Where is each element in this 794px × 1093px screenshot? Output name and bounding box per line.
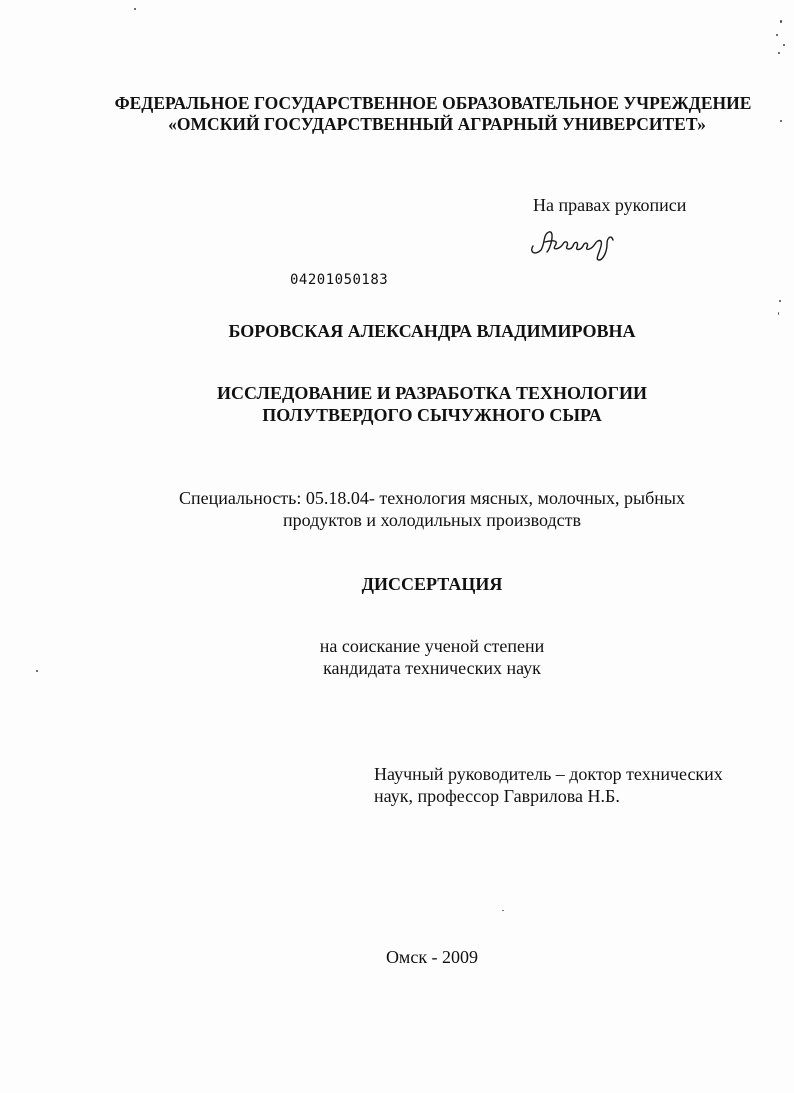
scan-speck: [134, 8, 136, 10]
scan-speck: [779, 300, 781, 302]
scan-speck: [778, 52, 780, 54]
specialty-line-1: Специальность: 05.18.04- технология мясных, молочных, рыбных: [179, 488, 685, 508]
institution-line-1: ФЕДЕРАЛЬНОЕ ГОСУДАРСТВЕННОЕ ОБРАЗОВАТЕЛЬНОЕ УЧРЕЖДЕНИЕ: [114, 93, 752, 113]
place-and-year: Омск - 2009: [385, 947, 479, 967]
degree-line-2: кандидата технических наук: [323, 658, 541, 678]
scan-speck: [780, 20, 782, 23]
title-line-2: ПОЛУТВЕРДОГО СЫЧУЖНОГО СЫРА: [262, 405, 602, 425]
scan-speck: [780, 120, 782, 122]
rights-note: На правах рукописи: [533, 195, 687, 215]
scan-speck: [36, 670, 38, 672]
scan-speck: [776, 34, 778, 36]
handwritten-signature: [525, 222, 625, 262]
inventory-number: 04201050183: [290, 272, 389, 288]
scan-speck: [783, 44, 785, 46]
scan-speck: [502, 910, 504, 911]
institution-line-2: «ОМСКИЙ ГОСУДАРСТВЕННЫЙ АГРАРНЫЙ УНИВЕРСИТЕТ»: [168, 114, 706, 134]
title-line-1: ИССЛЕДОВАНИЕ И РАЗРАБОТКА ТЕХНОЛОГИИ: [217, 383, 647, 403]
supervisor-line-2: наук, профессор Гаврилова Н.Б.: [374, 786, 620, 806]
degree-line-1: на соискание ученой степени: [319, 636, 545, 656]
scan-speck: [778, 312, 779, 315]
supervisor-line-1: Научный руководитель – доктор технических: [374, 764, 723, 784]
document-type: ДИССЕРТАЦИЯ: [361, 574, 503, 594]
specialty-line-2: продуктов и холодильных производств: [282, 510, 582, 530]
author-name: БОРОВСКАЯ АЛЕКСАНДРА ВЛАДИМИРОВНА: [228, 321, 636, 341]
